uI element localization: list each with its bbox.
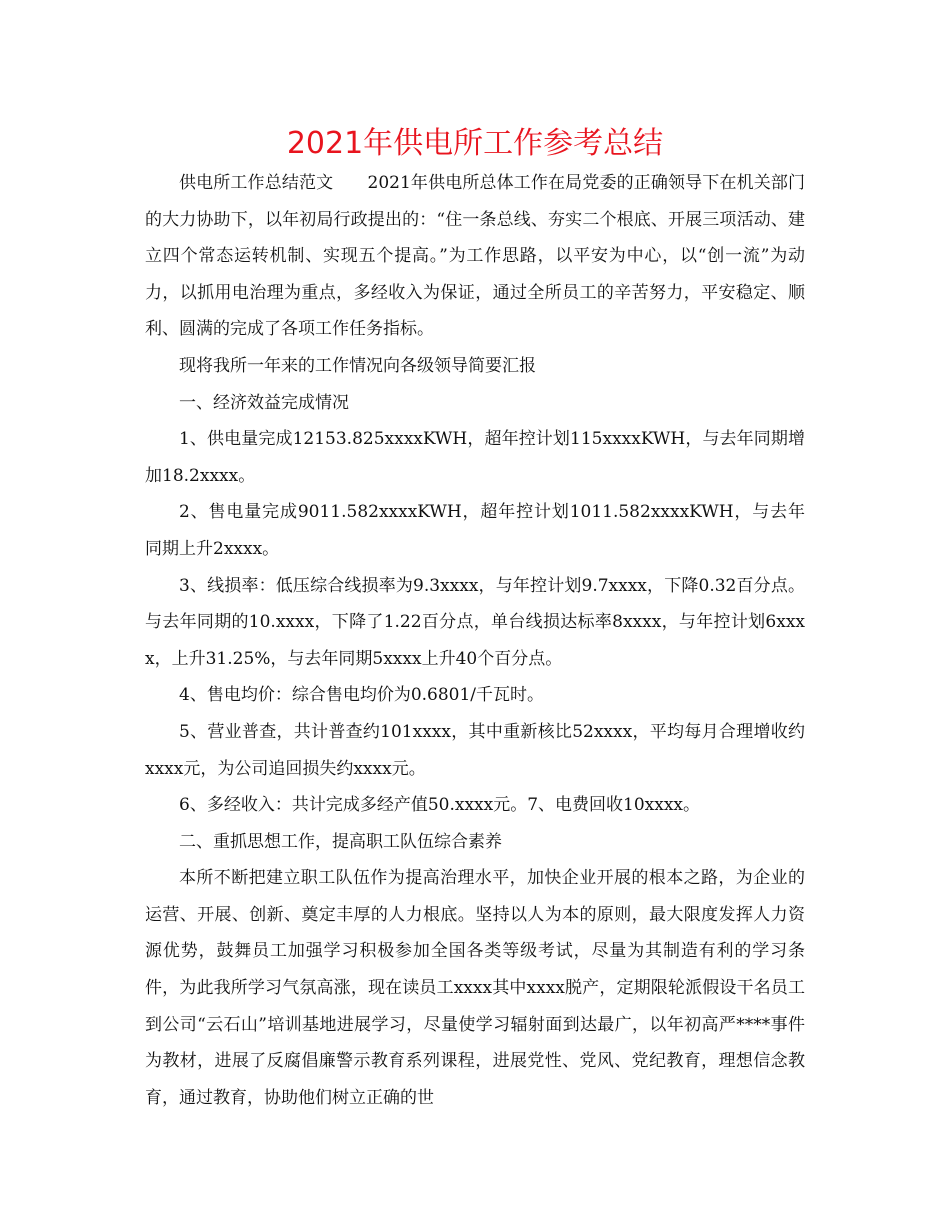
paragraph-intro: 供电所工作总结范文 2021年供电所总体工作在局党委的正确领导下在机关部门的大力协助下，以年初局行政提出的：“住一条总线、夯实二个根底、开展三项活动、建立四个常态运转机制、实现五个提高。”为工作思路，以平安为中心，以“创一流”为动力，以抓用电治理为重点，多经收入为保证，通过全所员工的辛苦努力，平安稳定、顺利、圆满的完成了各项工作任务指标。 — [145, 173, 805, 340]
paragraph-workforce: 本所不断把建立职工队伍作为提高治理水平，加快企业开展的根本之路，为企业的运营、开展、创新、奠定丰厚的人力根底。坚持以人为本的原则，最大限度发挥人力资源优势，鼓舞员工加强学习积极参加全国各类等级考试，尽量为其制造有利的学习条件，为此我所学习气氛高涨，现在读员工xxxx其中xxxx脱产，定期限轮派假设干名员工到公司“云石山”培训基地进展学习，尽量使学习辐射面到达最广，以年初高严****事件为教材，进展了反腐倡廉警示教育系列课程，进展党性、党风、党纪教育，理想信念教育，通过教育，协助他们树立正确的世 — [145, 868, 805, 1108]
document-body — [145, 165, 805, 1116]
list-item-power-sales: 2、售电量完成9011.582xxxxKWH，超年控计划1011.582xxxxKWH，与去年同期上升2xxxx。 — [145, 502, 805, 559]
list-item-average-price: 4、售电均价：综合售电均价为0.6801/千瓦时。 — [179, 685, 545, 706]
section-heading-ideology: 二、重抓思想工作，提高职工队伍综合素养 — [179, 831, 502, 852]
section-heading-economic: 一、经济效益完成情况 — [179, 392, 349, 413]
list-item-diversified-income: 6、多经收入：共计完成多经产值50.xxxx元。7、电费回收10xxxx。 — [179, 795, 700, 816]
list-item-business-survey: 5、营业普查，共计普查约101xxxx，其中重新核比52xxxx，平均每月合理增收约xxxx元，为公司追回损失约xxxx元。 — [145, 721, 805, 779]
paragraph-report-intro: 现将我所一年来的工作情况向各级领导简要汇报 — [179, 355, 536, 376]
list-item-power-supply: 1、供电量完成12153.825xxxxKWH，超年控计划115xxxxKWH，与去年同期增加18.2xxxx。 — [145, 429, 805, 486]
list-item-line-loss: 3、线损率：低压综合线损率为9.3xxxx，与年控计划9.7xxxx，下降0.32百分点。与去年同期的10.xxxx，下降了1.22百分点，单台线损达标率8xxxx，与年控计划6xxxx，上升31.25%，与去年同期5xxxx上升40个百分点。 — [145, 575, 805, 669]
document-title: 2021年供电所工作参考总结 — [286, 126, 664, 161]
